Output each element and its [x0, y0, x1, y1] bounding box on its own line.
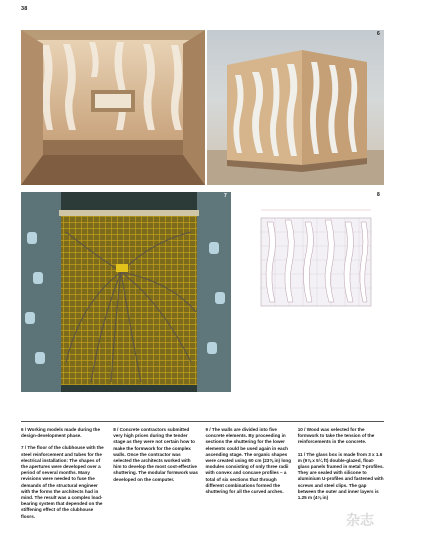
figure-number: 7	[224, 193, 227, 199]
figure-number: 8	[377, 192, 380, 198]
rebar-grid-illustration	[21, 192, 231, 392]
clubhouse-floor-reinforcement-photo	[21, 192, 231, 392]
caption: 11 / The glass box is made from 3 x 1.6 m (9⅞ x 5¼ ft) double-glazed, float-glass panels framed in metal T-profiles. They are sealed with silicone to aluminium U-profiles and fastened with screws and steel clips. The gap between the outer and inner layers is 1.25 m (4⅛ in)	[297, 451, 384, 501]
working-model-exterior-illustration	[207, 30, 384, 185]
page-number: 38	[21, 6, 28, 12]
caption: 10 / Wood was selected for the formwork to take the tension of the reinforcements in the concrete.	[297, 427, 375, 445]
formwork-drawing	[247, 196, 384, 314]
formwork-elevation-drawing	[247, 196, 384, 314]
caption-column	[21, 427, 107, 545]
caption: 8 / Concrete contractors submitted very high prices during the tender stage as they were not certain how to make the formwork for the complex walls. Once the contractor was selected the architects worked with him to develop the most cost-effective shuttering. The modular formwork was developed on the computer.	[113, 427, 198, 482]
caption: 7 / The floor of the clubhouse with the steel reinforcement and tubes for the electrical installation: The shapes of the apertures were developed over a period of several months. Many revisions were needed to fuse the demands of the structural engineer with the forms the architects had in mind. The result was a complex load-bearing system that depended on the stiffening effect of the clubhouse floors.	[21, 445, 104, 519]
working-model-interior-illustration	[21, 30, 205, 185]
working-model-interior-photo	[21, 30, 205, 185]
caption: 6 / Working models made during the design-development phase.	[21, 427, 101, 439]
working-model-exterior-photo	[207, 30, 384, 185]
caption-column	[206, 427, 292, 545]
caption-column	[113, 427, 199, 545]
captions	[21, 421, 384, 545]
caption: 9 / The walls are divided into five concrete elements. By proceeding in sections the shuttering for the lower elements could be used again in each ascending stage. The organic shapes were created using 60 cm (23⅝ in) long modules consisting of only three radii with convex and concave profiles – a total of six sections that through different combinations formed the shuttering for all the curved arches.	[205, 427, 292, 495]
figure-number: 6	[377, 31, 380, 37]
watermark: 杂志	[346, 512, 374, 528]
